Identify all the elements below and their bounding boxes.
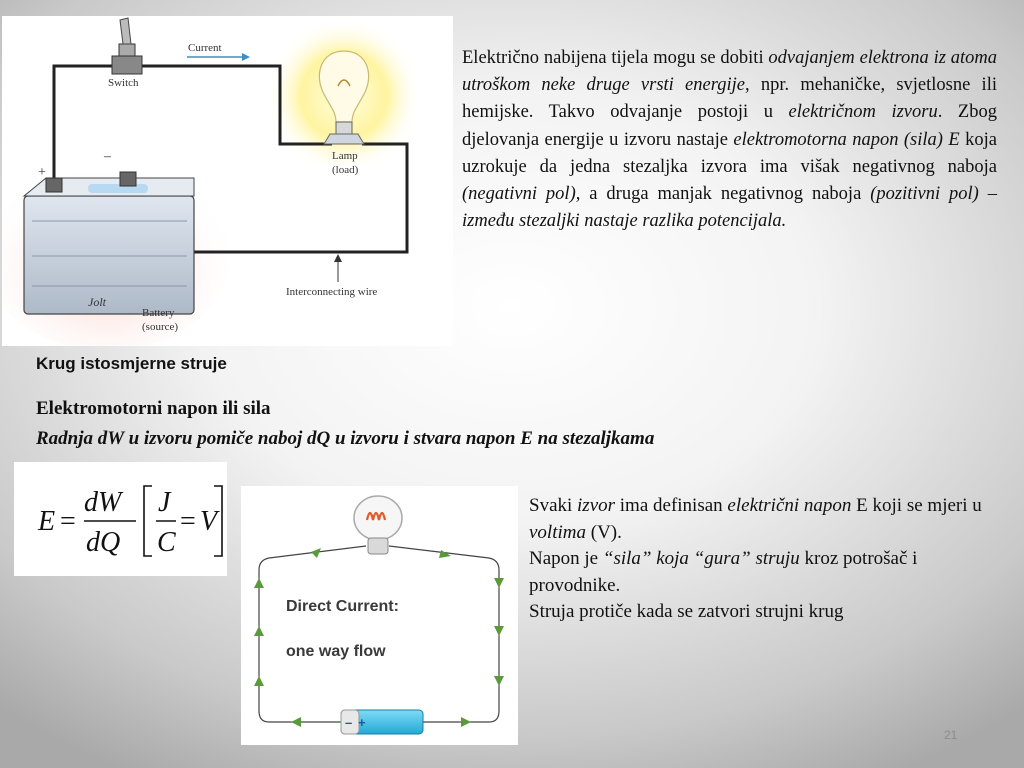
battery-terminal-negative: [120, 172, 136, 186]
switch-label: Switch: [108, 77, 139, 89]
text-run: . Zbog djelovanja energije u izvoru nastaje: [462, 102, 997, 150]
text-run: koja uzrokuje da jedna stezaljka izvora ima višak negativnog naboja: [462, 129, 997, 177]
emf-formula: [14, 462, 227, 576]
lamp-sub-label: (load): [332, 164, 359, 176]
text-run: Električno nabijena tijela mogu se dobiti: [462, 48, 769, 68]
direct-current-illustration: [241, 486, 518, 745]
formula-J: J: [158, 487, 171, 518]
formula-svg: [14, 462, 227, 576]
dc-circuit-illustration: [2, 16, 453, 346]
lamp-label: Lamp: [332, 150, 358, 162]
voltage-line-2: [529, 546, 999, 599]
flow-arrow: [494, 676, 504, 686]
formula-dQ: dQ: [86, 527, 121, 558]
bracket-left: [144, 486, 152, 556]
plus-sign: +: [38, 165, 46, 180]
flow-arrow: [461, 717, 471, 727]
voltage-line-1: [529, 493, 999, 546]
flow-arrow: [254, 676, 264, 686]
formula-dW: dW: [84, 487, 122, 518]
circuit-diagram: [2, 16, 453, 346]
text-run-italic: (pozitivni pol) – između stezaljki nastaje razlika potencijala.: [462, 184, 997, 232]
cell-minus: –: [345, 715, 353, 730]
battery-sub-label: (source): [142, 321, 179, 333]
text-run-italic: izvor: [577, 495, 616, 516]
intro-paragraph: [462, 45, 997, 235]
minus-sign: –: [104, 149, 111, 164]
loop-wire-left: [259, 546, 366, 722]
text-run-italic: odvajanjem elektrona iz atoma utroškom neke druge vrsti energije: [462, 48, 997, 96]
text-run-italic: voltima: [529, 521, 586, 543]
text-run-italic: (negativni pol),: [462, 184, 581, 205]
page-number: 21: [944, 728, 958, 742]
dc-line2: one way flow: [286, 643, 386, 660]
formula-equals: =: [180, 506, 196, 537]
switch-collar: [119, 44, 135, 56]
emf-heading: Elektromotorni napon ili sila: [36, 398, 271, 419]
dc-diagram: [241, 486, 518, 745]
dc-line1: Direct Current:: [286, 598, 399, 615]
formula-equals: =: [60, 506, 76, 537]
switch-toggle: [120, 18, 131, 44]
battery-label: Battery: [142, 307, 175, 319]
flow-arrow: [311, 548, 321, 558]
flow-arrow: [494, 626, 504, 636]
text-run: kroz potrošač i provodnike.: [529, 548, 918, 596]
text-run: ima definisan: [615, 495, 728, 516]
battery-terminal-positive: [46, 178, 62, 192]
battery-body: [24, 196, 194, 314]
cell-plus: +: [358, 715, 366, 730]
bulb-socket: [368, 538, 388, 554]
lamp-socket: [336, 122, 352, 134]
lamp-base: [324, 134, 364, 144]
text-run-italic: elektromotorna napon (sila) E: [733, 129, 960, 150]
battery-highlight: [88, 184, 148, 193]
wire-label: Interconnecting wire: [286, 286, 378, 298]
flow-arrow: [254, 578, 264, 588]
text-run: , npr. mehaničke, svjetlosne ili hemijske. Takvo odvajanje postoji u: [462, 75, 997, 123]
current-label: Current: [188, 42, 222, 54]
switch-body: [112, 56, 142, 74]
current-arrow-head: [242, 53, 250, 61]
voltage-line-3: Struja protiče kada se zatvori strujni krug: [529, 601, 844, 622]
formula-C: C: [157, 527, 176, 558]
text-run-italic: električnom izvoru: [788, 102, 938, 123]
emf-subheading: Radnja dW u izvoru pomiče naboj dQ u izvoru i stvara napon E na stezaljkama: [36, 428, 655, 449]
text-run-italic: “sila” koja “gura” struju: [602, 548, 800, 569]
loop-wire-right: [389, 546, 499, 722]
text-run-italic: električni napon: [727, 495, 852, 516]
flow-arrow: [254, 626, 264, 636]
voltage-paragraph: [529, 493, 999, 626]
formula-E: E: [38, 506, 56, 537]
battery-brand: Jolt: [88, 295, 106, 309]
text-run: Napon je: [529, 548, 603, 569]
circuit-caption: Krug istosmjerne struje: [36, 354, 227, 373]
text-run: Svaki: [529, 495, 578, 516]
flow-arrow: [439, 550, 451, 558]
formula-V: V: [200, 506, 218, 537]
flow-arrow: [291, 717, 301, 727]
text-run: E koji se mjeri u: [851, 495, 982, 516]
text-run: (V).: [586, 521, 622, 543]
wire-pointer-head: [334, 254, 342, 262]
text-run: a druga manjak negativnog naboja: [580, 184, 871, 205]
flow-arrow: [494, 578, 504, 588]
